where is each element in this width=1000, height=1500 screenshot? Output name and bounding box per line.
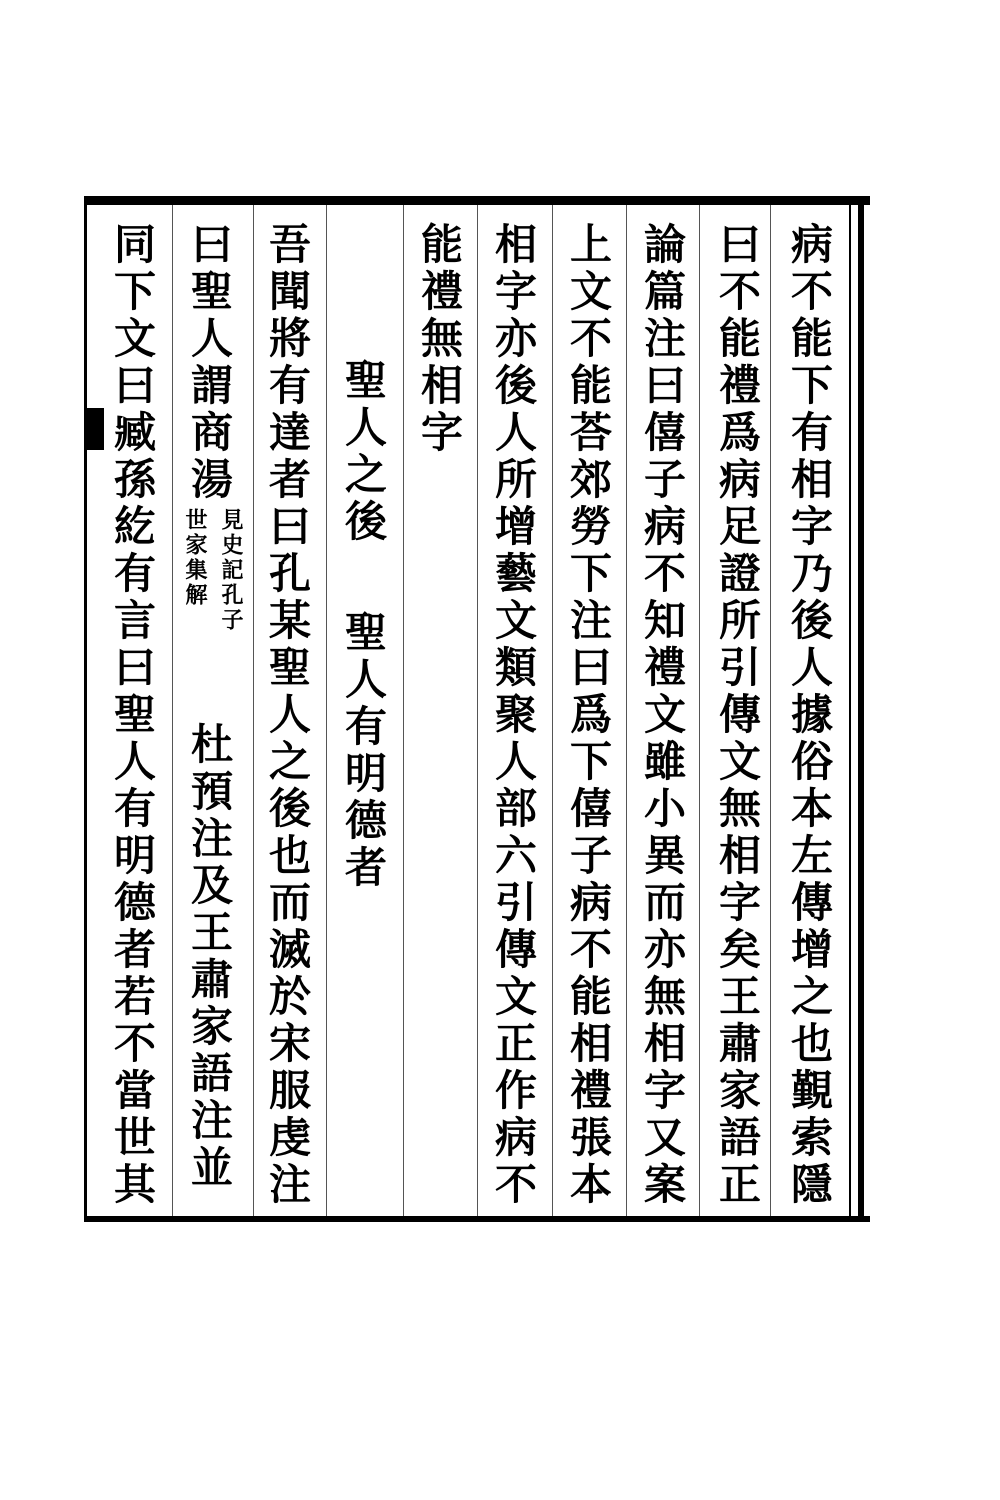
heading-entry: 聖人有明德者 <box>339 610 388 892</box>
fishtail-mark <box>86 408 104 450</box>
annotation-note: 見史記孔子 <box>218 508 244 633</box>
heading-entry: 聖人之後 <box>339 358 388 546</box>
text-column: 病不能下有相字乃後人據俗本左傳增之也覲索隱 <box>785 222 834 1209</box>
text-column: 同下文曰臧孫紇有言曰聖人有明德者若不當世其 <box>108 222 157 1209</box>
text-column: 相字亦後人所增藝文類聚人部六引傳文正作病不 <box>489 222 538 1209</box>
column-rule <box>172 205 173 1216</box>
text-column: 曰聖人謂商湯 <box>185 222 234 504</box>
column-rule <box>626 205 627 1216</box>
column-rule <box>770 205 771 1216</box>
column-rule <box>699 205 700 1216</box>
column-rule <box>403 205 404 1216</box>
text-column: 曰不能禮爲病足證所引傳文無相字矣王肅家語正 <box>713 222 762 1209</box>
frame-right-inner-border <box>849 205 851 1216</box>
text-column: 上文不能荅郊勞下注曰爲下僖子病不能相禮張本 <box>564 222 613 1209</box>
annotation-note: 世家集解 <box>182 508 208 608</box>
column-rule <box>477 205 478 1216</box>
frame-bottom-border <box>84 1216 870 1222</box>
frame-right-border <box>858 196 864 1222</box>
frame-top-border <box>84 196 870 205</box>
frame-left-border <box>84 196 87 1222</box>
column-rule <box>326 205 327 1216</box>
column-rule <box>253 205 254 1216</box>
text-column: 吾聞將有達者曰孔某聖人之後也而滅於宋服虔注 <box>263 222 312 1209</box>
column-rule <box>552 205 553 1216</box>
text-column: 論篇注曰僖子病不知禮文雖小異而亦無相字又案 <box>638 222 687 1209</box>
text-column: 杜預注及王肅家語注並 <box>185 722 234 1192</box>
text-column: 能禮無相字 <box>415 222 464 457</box>
